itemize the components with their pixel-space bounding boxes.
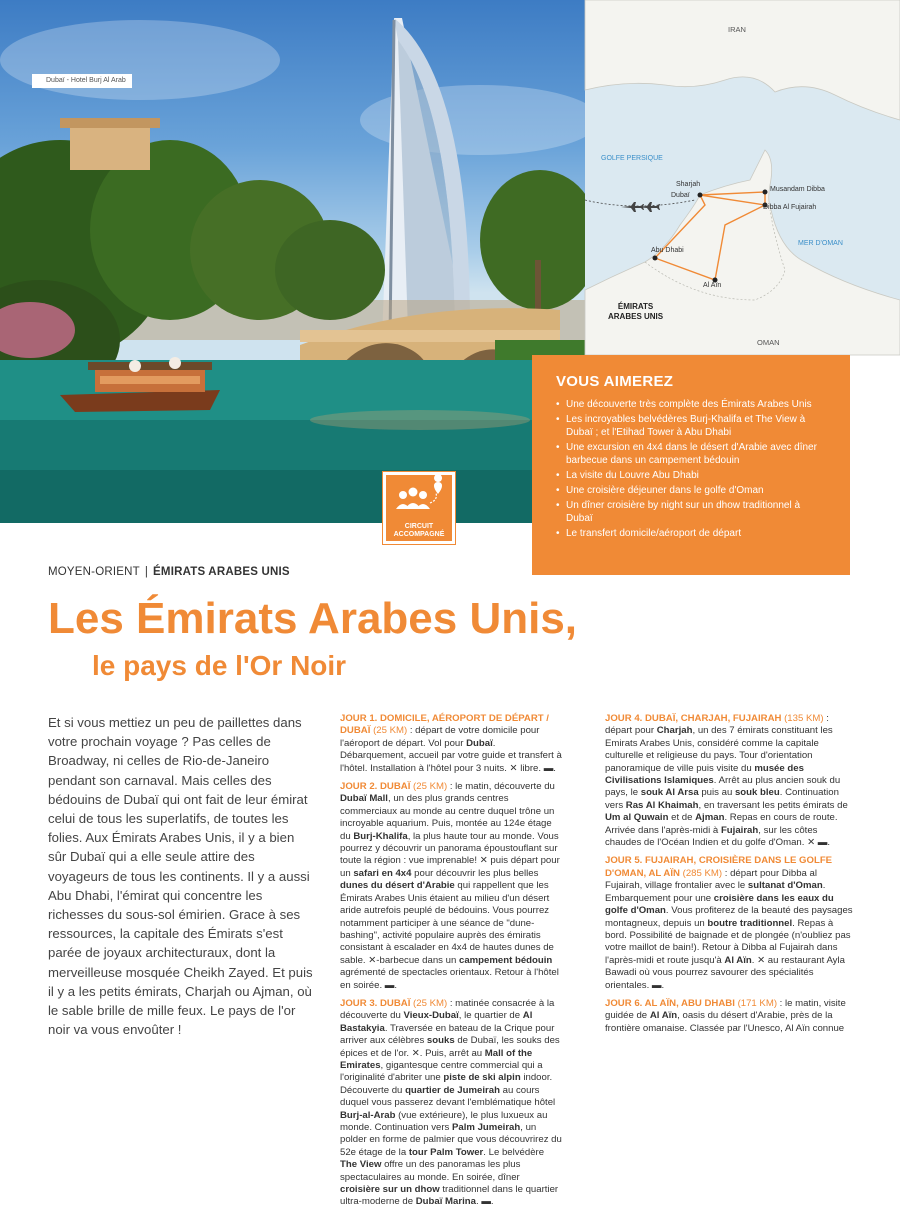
list-item: • Une découverte très complète des Émirats Arabes Unis	[556, 398, 828, 411]
breadcrumb-separator: |	[144, 566, 149, 578]
itinerary-column-2	[605, 713, 855, 1041]
list-item: • La visite du Louvre Abu Dhabi	[556, 469, 828, 482]
map-label-iran: IRAN	[728, 25, 746, 34]
map-city-alain: Al Aïn	[703, 282, 722, 289]
map-label-oman: OMAN	[757, 338, 780, 347]
day-5: JOUR 5. FUJAIRAH, CROISIÈRE DANS LE GOLFE D'OMAN, AL AÏN (285 KM) : départ pour Dibba al Fujairah, village frontalier avec le sultanat d'Oman. Embarquement pour une croisière dans les eaux du golfe d'Oman. Vous profiterez de la beauté des paysages montagneux, depuis un boutre traditionnel. Repas à bord. Possibilité de baignade et de plongée (n'oubliez pas votre maillot de bain!). Retour à Dibba al Fujairah dans l'après-midi et route jusqu'à Al Aïn. ✕ au restaurant Ayla Bawadi où vous pourrez savourer des spécialités orientales. ▬.	[605, 855, 853, 991]
map-label-persian-gulf: GOLFE PERSIQUE	[601, 155, 663, 162]
map-city-musandam: Musandam Dibba	[770, 186, 825, 193]
page-subtitle: le pays de l'Or Noir	[92, 650, 347, 681]
map-label-oman-sea: MER D'OMAN	[798, 240, 843, 247]
day-1: JOUR 1. DOMICILE, AÉROPORT DE DÉPART / DUBAÏ (25 KM) : départ de votre domicile pour l'aéroport de départ. Vol pour Dubaï. Débarquement, accueil par votre guide et transfert à l'hôtel. Installation à l'hôtel pour 3 nuits. ✕ libre. ▬.	[340, 713, 562, 774]
itinerary-map	[585, 0, 900, 355]
list-item: • Le transfert domicile/aéroport de départ	[556, 527, 828, 540]
hero-photo	[0, 0, 585, 523]
day-2: JOUR 2. DUBAÏ (25 KM) : le matin, découverte du Dubaï Mall, un des plus grands centres commerciaux au monde au centre duquel trône un incroyable aquarium. Puis, montée au 124e étage du Burj-Khalifa, la plus haute tour au monde. Vous pourrez y découvrir un panorama époustouflant sur toute la région : vue imprenable! ✕ puis départ pour un safari en 4x4 pour découvrir les plus belles dunes du désert d'Arabie qui rappellent que les Émirats Arabes Unis étaient au milieu d'un désert aride autrefois peuplé de bédouins. Vous pourrez notamment participer à une séance de "dune-bashing", activité populaire auprès des émiratis consistant à escalader en 4x4 de hautes dunes de sable. ✕-barbecue dans un campement bédouin agrémenté de spectacles orientaux. Retour à l'hôtel en soirée. ▬.	[340, 781, 560, 991]
group-icon	[386, 479, 452, 523]
list-item: • Une croisière déjeuner dans le golfe d'Oman	[556, 484, 828, 497]
highlights-box	[532, 355, 850, 575]
map-region-label: ÉMIRATS ARABES UNIS	[608, 302, 664, 321]
list-item: • Une excursion en 4x4 dans le désert d'Arabie avec dîner barbecue dans un campement bédouin	[556, 441, 828, 467]
map-city-sharjah: Sharjah	[676, 181, 701, 188]
itinerary-column-1	[340, 713, 562, 1215]
day-4: JOUR 4. DUBAÏ, CHARJAH, FUJAIRAH (135 KM) : départ pour Charjah, un des 7 émirats constituant les Emirats Arabes Unis, considéré comme la capitale culturelle et religieuse du pays. Tour d'orientation panoramique de ville puis visite du musée des Civilisations Islamiques. Arrêt au plus ancien souk du pays, le souk Al Arsa puis au souk bleu. Continuation vers Ras Al Khaimah, en traversant les petits émirats de Um al Quwain et de Ajman. Repas en cours de route. Arrivée dans l'après-midi à Fujairah, sur les côtes chaudes de l'Océan Indien et du golfe d'Oman. ✕ ▬.	[605, 713, 848, 849]
day-6: JOUR 6. AL AÏN, ABU DHABI (171 KM) : le matin, visite guidée de Al Aïn, oasis du désert d'Arabie, près de la frontière omanaise. Classée par l'Unesco, Al Aïn connue	[605, 997, 846, 1034]
highlights-title: VOUS AIMEREZ	[556, 373, 674, 390]
list-item: • Les incroyables belvédères Burj-Khalifa et The View à Dubaï ; et l'Etihad Tower à Abu Dhabi	[556, 413, 828, 439]
page-title: Les Émirats Arabes Unis,	[48, 594, 578, 643]
day-3: JOUR 3. DUBAÏ (25 KM) : matinée consacrée à la découverte du Vieux-Dubaï, le quartier de Al Bastakyia. Traversée en bateau de la Crique pour arriver aux célèbres souks de Dubaï, les souks des épices et de l'or. ✕. Puis, arrêt au Mall of the Emirates, gigantesque centre commercial qui a l'originalité d'abriter une piste de ski alpin indoor. Découverte du quartier de Jumeirah au cours duquel vous passerez devant l'emblématique hôtel Burj-al-Arab (vue extérieure), le plus luxueux au monde. Continuation vers Palm Jumeirah, un polder en forme de palmier que vous découvrirez du 52e étage de la tour Palm Tower. Le belvédère The View offre un des panoramas les plus spectaculaires au monde. En soirée, dîner croisière sur un dhow traditionnel dans le quartier ultra-moderne de Dubaï Marina. ▬.	[340, 997, 562, 1208]
list-item: • Un dîner croisière by night sur un dhow traditionnel à Dubaï	[556, 499, 828, 525]
map-city-dubai: Dubaï	[671, 192, 690, 199]
breadcrumb-region: MOYEN-ORIENT	[48, 566, 140, 578]
highlights-list	[556, 398, 828, 540]
breadcrumb	[48, 566, 290, 578]
photo-caption: Dubaï - Hotel Burj Al Arab	[32, 74, 132, 88]
map-city-dibba: Dibba Al Fujairah	[763, 204, 817, 211]
map-city-abudhabi: Abu Dhabi	[651, 247, 684, 254]
intro-paragraph: Et si vous mettiez un peu de paillettes dans votre prochain voyage ? Pas celles de Broadway, ni celles de Rio-de-Janeiro pendant son carnaval. Mais celles des bédouins de Dubaï qui ont fait de leur émirat celui de tous les superlatifs, de toutes les folies. Aux Émirats Arabes Unis, il y a bien sûr Dubaï qui a elle seule attire des voyageurs de tous les continents. Il y a aussi Abu Dhabi, l'émirat qui concentre les richesses du sous-sol émirien. Grace à ses ressources, la capitale des Émirats s'est parée de joyaux architecturaux, dont la merveilleuse mosquée Cheikh Zayed. Et puis il y a les petits émirats, Charjah ou Ajman, où le sable brille de mille feux. Le pays de l'or noir va vous envoûter !	[48, 715, 313, 1038]
plane-icon	[621, 202, 660, 212]
breadcrumb-country: ÉMIRATS ARABES UNIS	[153, 566, 290, 578]
badge-label: CIRCUIT ACCOMPAGNÉ	[393, 523, 445, 538]
guided-tour-badge	[383, 472, 455, 544]
